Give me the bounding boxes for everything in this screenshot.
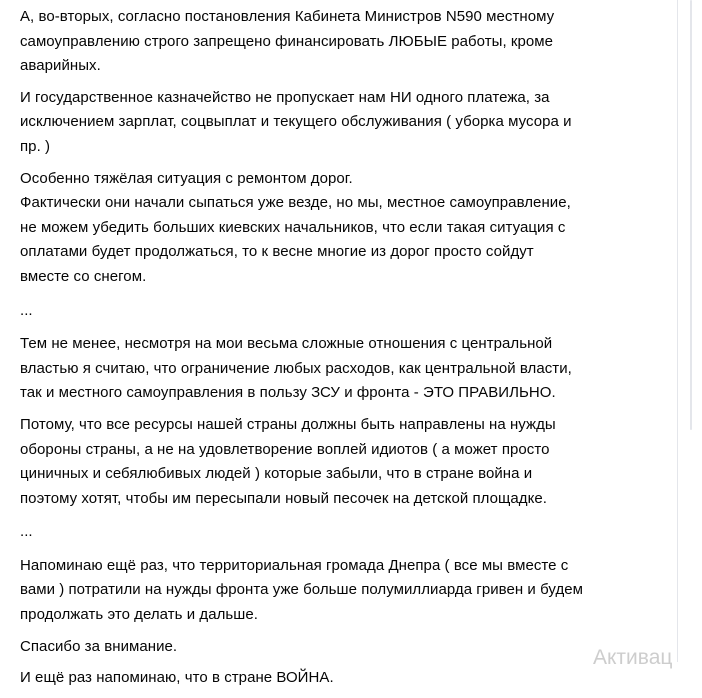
- post-text-line: обороны страны, а не на удовлетворение воплей идиотов ( а может просто: [20, 440, 550, 458]
- post-text-line: Потому, что все ресурсы нашей страны должны быть направлены на нужды: [20, 415, 556, 433]
- post-text-line: так и местного самоуправления в пользу ЗСУ и фронта - ЭТО ПРАВИЛЬНО.: [20, 384, 556, 402]
- windows-activation-watermark: Активац: [593, 646, 673, 669]
- post-text-line: Спасибо за внимание.: [20, 637, 178, 655]
- post-text-line: Особенно тяжёлая ситуация с ремонтом дорог.: [20, 169, 353, 187]
- post-paragraph: [20, 413, 660, 511]
- post-body: [20, 5, 660, 698]
- post-paragraph: [20, 554, 660, 628]
- post-text-line: Напоминаю ещё раз, что территориальная громада Днепра ( все мы вместе с: [20, 556, 569, 574]
- post-text-line: самоуправлению строго запрещено финансировать ЛЮБЫЕ работы, кроме: [20, 32, 554, 50]
- post-paragraph-ellipsis: [20, 299, 660, 324]
- post-text-line: исключением зарплат, соцвыплат и текущего обслуживания ( уборка мусора и: [20, 113, 572, 131]
- post-text-line: вами ) потратили на нужды фронта уже больше полумиллиарда гривен и будем: [20, 581, 584, 599]
- post-text-line: аварийных.: [20, 57, 101, 75]
- scrollbar-thumb[interactable]: [690, 0, 692, 430]
- post-text-line: циничных и себялюбивых людей ) которые забыли, что в стране война и: [20, 465, 533, 483]
- post-paragraph: [20, 635, 660, 660]
- post-text-line: не можем убедить больших киевских начальников, что если такая ситуация с: [20, 218, 566, 236]
- post-text-line: А, во-вторых, согласно постановления Кабинета Министров N590 местному: [20, 8, 555, 25]
- post-text-line: ...: [20, 301, 33, 319]
- post-text-line: вместе со снегом.: [20, 267, 147, 285]
- post-text-line: продолжать это делать и дальше.: [20, 606, 258, 624]
- post-text-line: И ещё раз напоминаю, что в стране ВОЙНА.: [20, 669, 334, 687]
- post-text-line: поэтому хотят, чтобы им пересыпали новый песочек на детской площадке.: [20, 489, 547, 507]
- post-paragraph: [20, 86, 660, 160]
- post-text-line: пр. ): [20, 137, 51, 155]
- post-paragraph-ellipsis: [20, 520, 660, 545]
- post-text-line: властью я считаю, что ограничение любых расходов, как центральной власти,: [20, 359, 572, 377]
- post-text-line: И государственное казначейство не пропускает нам НИ одного платежа, за: [20, 88, 550, 106]
- post-paragraph: [20, 666, 660, 691]
- post-text-line: Тем не менее, несмотря на мои весьма сложные отношения с центральной: [20, 335, 553, 353]
- post-paragraph: [20, 5, 660, 79]
- post-text-line: ...: [20, 523, 33, 541]
- post-paragraph: [20, 167, 660, 290]
- post-paragraph: [20, 332, 660, 406]
- post-text-line: Фактически они начали сыпаться уже везде, но мы, местное самоуправление,: [20, 194, 571, 212]
- post-text-line: оплатами будет продолжаться, то к весне многие из дорог просто сойдут: [20, 243, 534, 261]
